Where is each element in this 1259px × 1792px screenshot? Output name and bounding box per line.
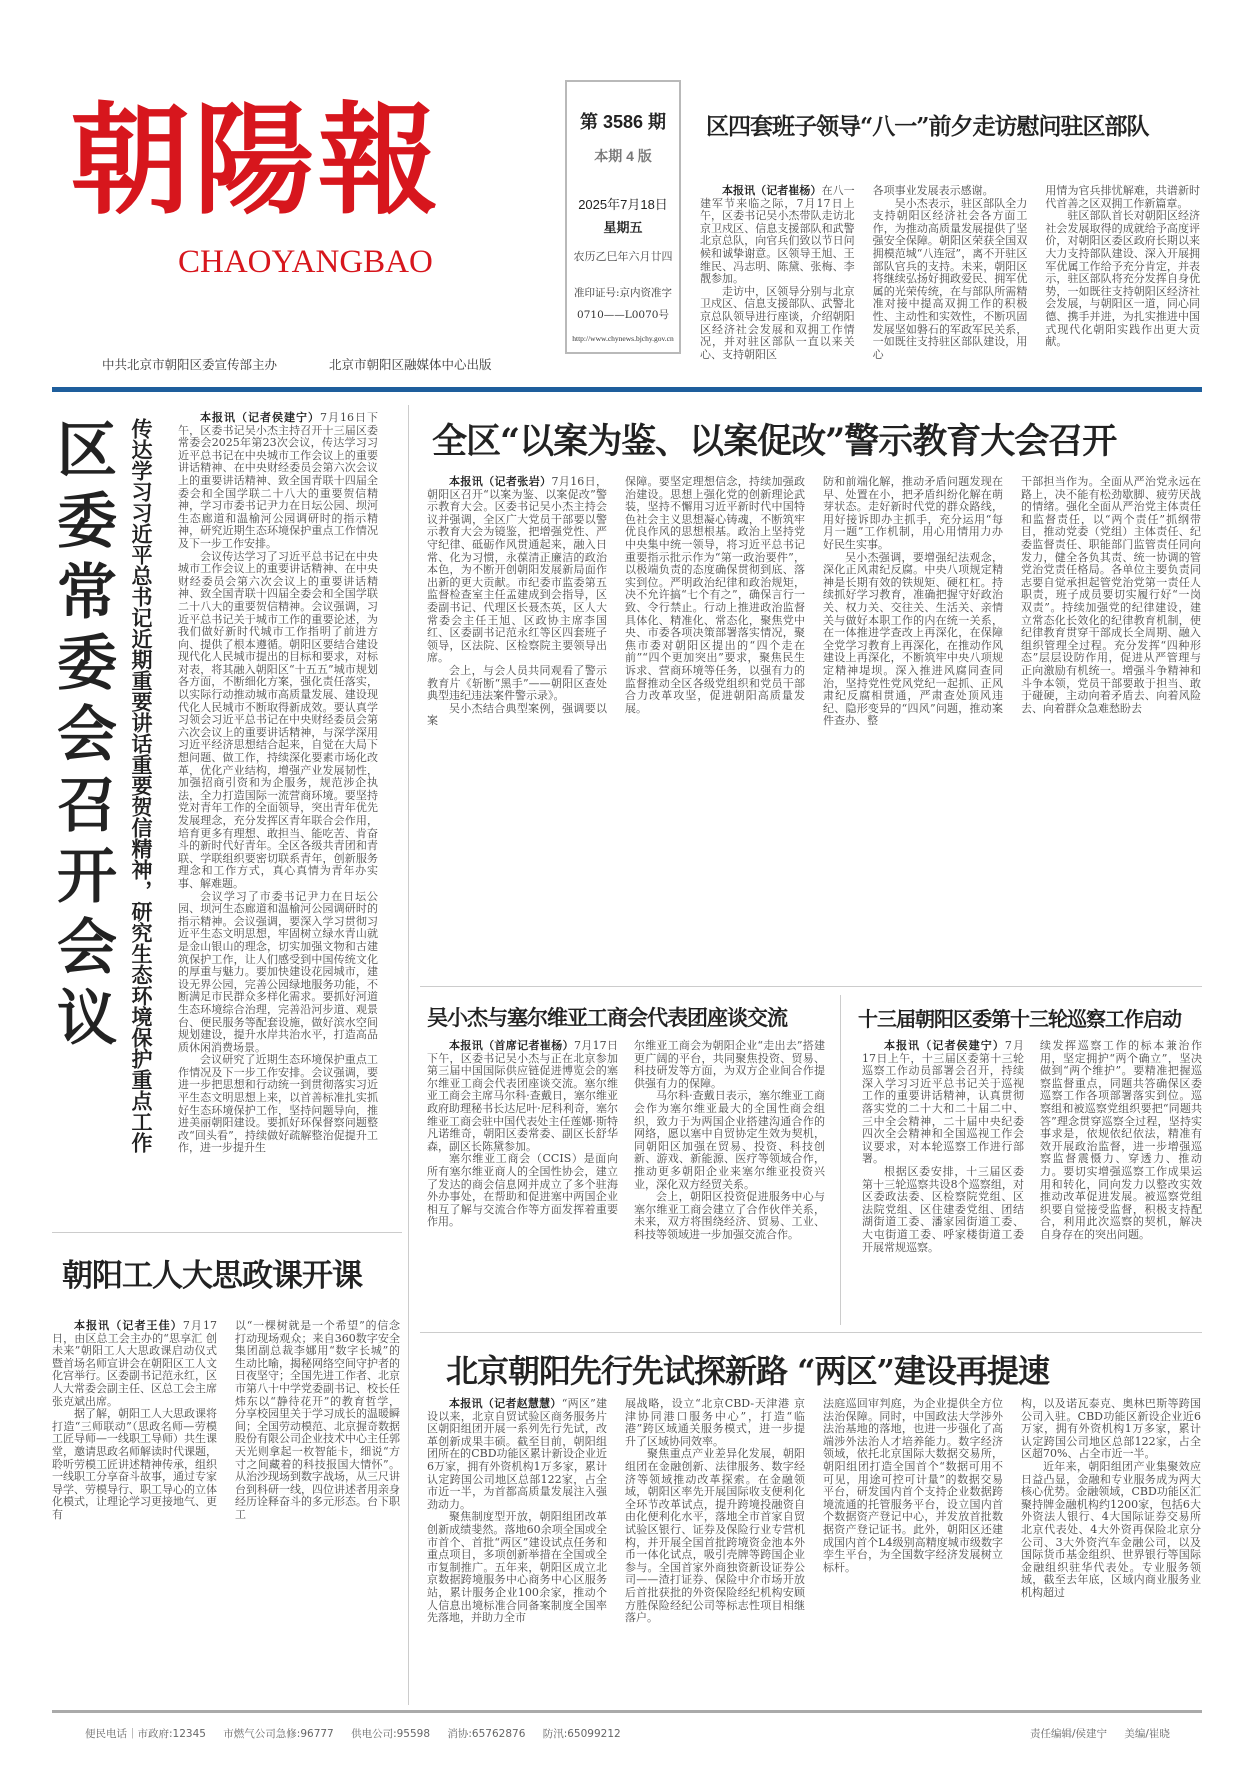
paragraph-text: 吴小杰表示，驻区部队全力支持朝阳区经济社会各方面工作，为推动高质量发展提供了坚强安全保障。朝阳区荣获全国双拥模范城“八连冠”，离不开驻区部队官兵的支持。未来，朝阳区将继续弘扬好拥政爱民、拥军优属的光荣传统，在与部队所需精准对接中提高双拥工作的积极性、主动性和实效性，不断巩固发展坚如磐石的军政军民关系，一如既往支持驻区部队建设，用心 [872, 196, 1028, 361]
section-divider [52, 1232, 402, 1233]
paragraph-text: 据了解，朝阳工人大思政课将打造“三师联动”（思政名师—劳模工匠导师—一线职工导师）共生课堂，邀请思政名师解读时代课题，聆听劳模工匠讲述精神传承，组织一线职工分享奋斗故事，通过专家导学、劳模导行、职工导心的立体化模式，让理论学习更接地气、更有 [52, 1407, 217, 1521]
paragraph [1040, 1040, 1202, 1242]
paragraph-text: 续发挥巡察工作的标本兼治作用，坚定拥护“两个确立”，坚决做到“两个维护”。要精准把握巡察监督重点，同题共答确保区委巡察工作各项部署落实到位。巡察组和被巡察党组织要把“同题共答”理念贯穿巡察全过程，坚持实事求是，依规依纪依法，精准有效开展政治监督，进一步增强巡察监督震慑力、穿透力、推动力。要切实增强巡察工作成果运用和转化，同向发力以整改实效推动改革促进发展。被巡察党组织要自觉接受监督，积极支持配合，利用此次巡察的契机，解决自身存在的突出问题。 [1040, 1039, 1202, 1241]
paragraph-text: 聚焦制度型开放，朝阳组团改革创新成绩斐然。落地60余项全国或全市首个、首批“两区”建设试点任务和重点项目，多项创新举措在全国或全市复制推广。五年来，朝阳区成立北京数据跨境服务中心商务中心区服务站，累计服务企业100余家，推动个人信息出境标准合同备案制度全国率先落地，并助力全市 [427, 1510, 607, 1625]
hotline-government: 便民电话｜市政府:12345 [85, 1728, 206, 1740]
paragraph-text: 构，以及诺瓦泰克、奥林巴斯等跨国公司入驻。CBD功能区新设企业近6万家，拥有外资机构1万多家，累计认定跨国公司地区总部122家，占全区超70%、占全市近一半。 [1021, 1397, 1201, 1461]
hotline-consumer: 消协:65762876 [447, 1728, 526, 1740]
paragraph-text: 7月17日下午，区委书记吴小杰与正在北京参加第三届中国国际供应链促进博览会的塞尔维亚工商会代表团座谈交流。塞尔维亚工商会主席马尔科·查戴日，塞尔维亚政府助理秘书长达尼叶·尼科利奇，塞尔维亚工商会驻中国代表处主任莲娜·斯特凡诺维奇，朝阳区委常委、副区长舒华森，副区长陈黛参加。 [427, 1039, 619, 1153]
text-column [625, 1398, 805, 1705]
paragraph [1021, 1461, 1201, 1600]
paragraph-text: 保障。要坚定理想信念，持续加强政治建设。思想上强化党的创新理论武装，坚持不懈用习近平新时代中国特色社会主义思想凝心铸魂，不断筑牢优良作风的思想根基。政治上坚持党中央集中统一领导，将习近平总书记重要指示批示作为“第一政治要件”，以极端负责的态度确保贯彻到底、落实到位。严明政治纪律和政治规矩，决不允许搞“七个有之”，确保言行一致、令行禁止。行动上推进政治监督具体化、精准化、常态化，聚焦党中央、市委各项决策部署落实情况，聚焦市委对朝阳区提出的“四个走在前”“四个更加突出”要求，聚焦民生诉求、营商环境等任务，以强有力的监督推动全区各级党组织和党员干部合力改革攻坚，促进朝阳高质量发展。 [625, 475, 805, 715]
article-workers-class [52, 1320, 400, 1705]
paragraph-text: 7月16日，朝阳区召开“以案为鉴、以案促改”警示教育大会。区委书记吴小杰主持会议并强调，全区广大党员干部要以警示教育大会为镜鉴，把增强党性、严守纪律、砥砺作风贯通起来，融入日常、化为习惯，永葆清正廉洁的政治本色，为不断开创朝阳发展新局面作出新的更大贡献。市纪委市监委第五监督检查室主任孟建成到会指导，区委副书记、代理区长聂杰英，区人大常委会主任王旭、区政协主席李国红、区委副书记范永红等区四套班子领导，区法院、区检察院主要领导出席。 [427, 475, 608, 665]
text-column [862, 1040, 1024, 1322]
paragraph-text: 尔维亚工商会为朝阳企业“走出去”搭建更广阔的平台，共同聚焦投资、贸易、科技研发等方面，为双方企业间合作提供强有力的保障。 [634, 1039, 825, 1090]
paragraph [700, 286, 855, 362]
paragraph-text: 法庭巡回审判庭，为企业提供全方位法治保障。同时，中国政法大学涉外法治基地的落地，也进一步强化了高端涉外法治人才培养能力。数字经济领域，依托北京国际大数据交易所，朝阳组团打造全国首个“数据可用不可见，用途可控可计量”的数据交易平台，研发国内首个支持企业数据跨境流通的托管服务平台，设立国内首个数据资产登记中心，并发放首批数据资产登记证书。此外，朝阳区还建成国内首个L4级别高精度城市级数字孪生平台，为全国数字经济发展树立标杆。 [823, 1397, 1003, 1574]
paragraph [700, 185, 855, 286]
sponsor-line: 中共北京市朝阳区委宣传部主办 [102, 357, 278, 372]
hotline-list [85, 1726, 635, 1741]
text-column [427, 476, 607, 976]
paragraph-text: 会议传达学习了习近平总书记在中央城市工作会议上的重要讲话精神、在中央财经委员会第六次会议上的重要讲话精神、致全国青联十四届全委会和全国学联二十八大的重要贺信精神。会议强调，习近平总书记关于城市工作的重要论述，为我们做好新时代城市工作指明了前进方向、提供了根本遵循。朝阳区要结合建设现代化人民城市提出的目标和要求，对标对表，将其融入朝阳区“十五五”城市规划各方面，不断细化方案，强化责任落实，以实际行动推动城市高质量发展、建设现代化人民城市不断取得新成效。要认真学习领会习近平总书记在中央财经委员会第六次会议上的重要讲话精神，与深学深用习近平经济思想结合起来，自觉在大局下想问题、做工作，持续深化要素市场化改革，优化产业结构，增强产业发展韧性，加强招商引资和为企服务，规范涉企执法，全力打造国际一流营商环境。要坚持党对青年工作的全面领导，突出青年优先发展理念，充分发挥区青年联合会作用，培育更多有理想、敢担当、能吃苦、肯奋斗的新时代好青年。全区各级共青团和青联、学联组织要密切联系青年，创新服务理念和工作方式，真心真情为青年办实事、解难题。 [178, 549, 378, 890]
article-serbia-meeting [427, 1040, 825, 1322]
paragraph [625, 1398, 805, 1448]
paragraph [178, 891, 378, 1055]
paragraph [634, 1090, 825, 1191]
headline-army-visit: 区四套班子领导“八一”前夕走访慰问驻区部队 [706, 113, 1149, 140]
masthead-logo: 朝陽報 [70, 90, 442, 231]
paragraph [1021, 476, 1201, 715]
paragraph [427, 1511, 607, 1624]
paragraph-text: 在八一建军节来临之际，7月17日上午，区委书记吴小杰带队走访北京卫戍区、信息支援部队和武警北京总队，向官兵们致以节日问候和诚挚谢意。区领导王旭、王维民、冯志明、陈黛、张梅、李靓参加。 [700, 184, 855, 286]
dateline: 本报讯（记者崔杨） [722, 184, 822, 197]
permit-line-1: 准印证号:京内资准字 [573, 287, 673, 299]
hotline-gas: 市燃气公司急修:96777 [223, 1728, 334, 1740]
paragraph [862, 1040, 1024, 1166]
dateline: 本报讯（记者赵慧慧） [449, 1397, 562, 1410]
section-divider [420, 1332, 1202, 1333]
paragraph [427, 1040, 618, 1153]
paragraph [52, 1408, 217, 1521]
text-column [427, 1398, 607, 1705]
text-column [823, 476, 1003, 976]
paragraph-text: 干部担当作为。全面从严治党永远在路上，决不能有松劲歇脚、疲劳厌战的情绪。强化全面从严治党主体责任和监督责任，以“两个责任”抓纲带目，推动党委（党组）主体责任、纪委监督责任、职能部门监管责任同向发力，健全各负其责、统一协调的管党治党责任格局。各单位主要负责同志要自觉承担起管党治党第一责任人职责，班子成员要切实履行好“一岗双责”。持续加强党的纪律建设，建立常态化长效化的纪律教育机制，使纪律教育贯穿干部成长全周期、融入组织管理全过程。充分发挥“四种形态”层层设防作用，促进从严管理与正向激励有机统一。增强斗争精神和斗争本领，党员干部要敢于担当、敢于碰硬，主动向着矛盾去、向着风险去、向着群众急难愁盼去 [1021, 475, 1201, 715]
paragraph [634, 1040, 825, 1090]
dateline: 本报讯（记者张岩） [449, 475, 552, 488]
text-column [1021, 1398, 1201, 1705]
masthead-divider [52, 387, 1202, 392]
editor-credit: 责任编辑/侯建宁 [1030, 1728, 1108, 1740]
section-divider [420, 986, 1202, 987]
paragraph [625, 1448, 805, 1624]
article-inspection-launch [862, 1040, 1202, 1322]
paragraph-text: 近年来，朝阳组团产业集聚效应日益凸显，金融和专业服务成为两大核心优势。金融领域，CBD功能区汇聚持牌金融机构约1200家，包括6大外资法人银行、4大国际证券交易所北京代表处、4大外资再保险北京分公司、3大外资汽车金融公司，以及国际货币基金组织、世界银行等国际金融组织驻华代表处。专业服务领域，截至去年底，区域内商业服务业机构超过 [1021, 1459, 1201, 1599]
text-column [872, 184, 1028, 361]
paragraph [427, 1398, 607, 1511]
text-column [235, 1320, 400, 1705]
issue-info-box [565, 80, 681, 354]
text-column [634, 1040, 825, 1322]
column-divider [408, 405, 409, 1705]
paragraph-text: 马尔科·查戴日表示，塞尔维亚工商会作为塞尔维亚最大的全国性商会组织，致力于为两国企业搭建沟通合作的网络，愿以塞中自贸协定生效为契机，同朝阳区加强在贸易、投资、科技创新、游戏、新能源、医疗等领域合作，推动更多朝阳企业来塞尔维亚投资兴业，深化双方经贸关系。 [634, 1089, 825, 1191]
subhead-committee-meeting: 传达学习习近平总书记近期重要讲话重要贺信精神，研究生态环境保护重点工作 [129, 418, 153, 1153]
dateline: 本报讯（记者侯建宁） [200, 411, 320, 424]
paragraph [873, 198, 1028, 362]
dateline: 本报讯（首席记者崔杨） [449, 1039, 574, 1052]
paragraph [178, 551, 378, 891]
article-army-visit [700, 184, 1201, 361]
headline-workers-class: 朝阳工人大思政课开课 [62, 1258, 362, 1294]
paragraph [427, 665, 607, 703]
headline-inspection-launch: 十三届朝阳区委第十三轮巡察工作启动 [858, 1007, 1181, 1031]
paragraph-text: 吴小杰结合典型案例，强调要以案 [427, 701, 607, 728]
paragraph [235, 1320, 400, 1522]
paragraph [634, 1191, 825, 1241]
paragraph-text: 会议学习了市委书记尹力在日坛公园、坝河生态廊道和温榆河公园调研时的指示精神。会议强调，要深入学习贯彻习近平生态文明思想，牢固树立绿水青山就是金山银山的理念，切实加强文物和古建筑保护工作，让人们感受到中国传统文化的厚重与魅力。要加快建设花园城市，建设无界公园，完善公园绿地服务功能，不断满足市民群众多样化需求。要抓好河道生态环境综合治理，完善沿河步道、观景台、便民服务等配套设施，做好滨水空间规划建设，提升水岸共治水平，打造高品质休闲消费场景。 [178, 889, 378, 1054]
paragraph [52, 1320, 217, 1408]
paragraph-text: 吴小杰强调，要增强纪法观念，深化正风肃纪反腐。中央八项规定精神是长期有效的铁规矩、硬杠杠。持续抓好学习教育，准确把握守好政治关、权力关、交往关、生活关、亲情关与做好本职工作的内在统一关系，在一体推进学查改上再深化，在保障全党学习教育上再深化，在推动作风建设上再深化，不断筑牢中央八项规定精神堤坝。深入推进风腐同查同治，坚持党性党风党纪一起抓、正风肃纪反腐相贯通，严肃查处顶风违纪、隐形变异的“四风”问题，推动案件查办、整 [823, 550, 1003, 728]
permit-number [567, 282, 679, 326]
dateline: 本报讯（记者侯建宁） [884, 1039, 1005, 1052]
text-column [625, 476, 805, 976]
headline-warning-education: 全区“以案为鉴、以案促改”警示教育大会召开 [432, 421, 1117, 462]
hotline-flood: 防汛:65099212 [542, 1728, 621, 1740]
paragraph-text: 各项事业发展表示感谢。 [872, 184, 994, 197]
text-column [178, 411, 378, 1155]
paragraph [625, 476, 805, 715]
paragraph [178, 1054, 378, 1155]
masthead-romanized: CHAOYANGBAO [178, 244, 433, 280]
paragraph [1045, 210, 1200, 349]
paragraph [823, 476, 1003, 552]
footer-divider [52, 1710, 1202, 1713]
lunar-date: 农历乙巳年六月廿四 [573, 250, 673, 263]
permit-line-2: 0710——L0070号 [577, 309, 669, 321]
paragraph [427, 1153, 618, 1229]
paragraph-text: 以“一棵树就是一个希望”的信念打动现场观众；来自360数字安全集团副总裁李娜用“数字长城”的生动比喻，揭秘网络空间守护者的日夜坚守；全国先进工作者、北京市第八十中学党委副书记、校长任炜东以“静待花开”的教育哲学，分享校园里关于学习成长的温暖瞬间；全国劳动模范、北京握奇数据股份有限公司企业技术中心主任郭天光则拿起一枚智能卡，细说“方寸之间藏着的科技报国大情怀”。从治沙现场到数字战场，从三尺讲台到科研一线，四位讲述者用亲身经历诠释奋斗的多元形态。台下职工 [235, 1319, 400, 1521]
article-two-zones [427, 1398, 1202, 1705]
text-column [823, 1398, 1003, 1705]
paragraph-text: 7月16日下午，区委书记吴小杰主持召开十三届区委常委会2025年第23次会议，传达学习习近平总书记在中央城市工作会议上的重要讲话精神、在中央财经委员会第六次会议上的重要讲话精神、致全国青联十四届全委会和全国学联二十八大的重要贺信精神，学习市委书记尹力在日坛公园、坝河生态廊道和温榆河公园调研时的指示精神，研究近期生态环境保护重点工作情况及下一步工作安排。 [178, 411, 378, 550]
issue-weekday: 星期五 [603, 220, 643, 235]
paragraph [823, 552, 1003, 728]
headline-committee-meeting: 区委常委会召开会议 [47, 418, 117, 1057]
paragraph-text: 聚焦重点产业差异化发展，朝阳组团在金融创新、法律服务、数字经济等领域推动改革探索。在金融领域，朝阳区率先开展国际收支便利化全环节改革试点，提升跨境投融资自由化便利化水平，落地全市首家自贸试验区银行、证券及保险行业专营机构，并开展全国首批跨境资金池本外币一体化试点，吸引壳牌等跨国企业参与。全国首家外商独资新设证券公司——渣打证券、保险中介市场开放后首批获批的外资保险经纪机构安顾方胜保险经纪公司等标志性项目相继落户。 [625, 1447, 805, 1625]
paragraph-text: 驻区部队首长对朝阳区经济社会发展取得的成就给予高度评价，对朝阳区委区政府长期以来大力支持部队建设、深入开展拥军优属工作给予充分肯定，并表示，驻区部队将充分发挥自身优势，一如既往支持朝阳区经济社会发展，与朝阳区一道，同心同德、携手并进，为扎实推进中国式现代化朝阳实践作出更大贡献。 [1045, 209, 1201, 349]
paragraph-text: 用情为官兵排忧解难，共谱新时代首善之区双拥工作新篇章。 [1045, 184, 1201, 210]
paragraph [862, 1166, 1024, 1254]
text-column [1021, 476, 1201, 976]
paragraph [1021, 1398, 1201, 1461]
headline-two-zones: 北京朝阳先行先试探新路 “两区”建设再提速 [446, 1352, 1049, 1390]
paragraph-text: 根据区委安排，十三届区委第十三轮巡察共设8个巡察组，对区委政法委、区检察院党组、区法院党组、区住建委党组、团结湖街道工委、潘家园街道工委、大屯街道工委、呼家楼街道工委开展常规巡察。 [862, 1164, 1024, 1254]
headline-serbia-meeting: 吴小杰与塞尔维亚工商会代表团座谈交流 [427, 1005, 787, 1030]
paragraph-text: 会上，朝阳区投资促进服务中心与塞尔维亚工商会建立了合作伙伴关系，未来，双方将围绕经济、贸易、工业、科技等领域进一步加强交流合作。 [634, 1190, 825, 1241]
paragraph-text: 塞尔维亚工商会（CCIS）是面向所有塞尔维亚商人的全国性协会，建立了发达的商会信息网并成立了多个驻海外办事处，在帮助和促进塞中两国企业相互了解与交流合作等方面发挥着重要作用。 [427, 1152, 618, 1229]
paragraph-text: 展战略，设立“北京CBD-天津港 京津协同港口服务中心”，打造“临港”跨区域通关服务模式，进一步提升了区域协同效率。 [625, 1397, 805, 1448]
text-column [700, 184, 855, 361]
issue-number: 第 3586 期 [579, 112, 667, 132]
paragraph-text: 防和前端化解，推动矛盾问题发现在早、处置在小，把矛盾纠纷化解在萌芽状态。走好新时代党的群众路线，用好接诉即办主抓手，充分运用“每月一题”工作机制，用心用情用力办好民生实事。 [823, 475, 1003, 551]
article-warning-education [427, 476, 1202, 976]
issue-date: 2025年7月18日 [578, 197, 668, 212]
paragraph [823, 1398, 1003, 1574]
column-divider [840, 995, 841, 1325]
article-committee-meeting [178, 411, 378, 1155]
paragraph [178, 412, 378, 551]
paragraph-text: 走访中，区领导分别与北京卫戍区、信息支援部队、武警北京总队领导进行座谈，介绍朝阳区经济社会发展和双拥工作情况，并对驻区部队一直以来关心、支持朝阳区 [700, 284, 855, 361]
publisher-line: 北京市朝阳区融媒体中心出版 [329, 357, 492, 372]
edition-count: 本期 4 版 [594, 148, 652, 164]
website-url[interactable]: http://www.chynews.bjchy.gov.cn [572, 334, 674, 343]
text-column [1040, 1040, 1202, 1322]
designer-credit: 美编/崔晓 [1124, 1728, 1170, 1740]
text-column [427, 1040, 618, 1322]
credits [1030, 1726, 1184, 1741]
paragraph-text: 7月17日上午，十三届区委第十三轮巡察工作动员部署会召开，持续深入学习习近平总书记关于巡视工作的重要讲话精神，认真贯彻落实党的二十大和二十届二中、三中全会精神，二十届中央纪委四次全会精神和全国巡视工作会议要求，对本轮巡察工作进行部署。 [862, 1039, 1025, 1166]
paragraph [1045, 185, 1200, 210]
paragraph-text: 会上，与会人员共同观看了警示教育片《斩断“黑手”——朝阳区查处典型违纪违法案件警示录》。 [427, 663, 607, 703]
text-column [52, 1320, 217, 1705]
dateline: 本报讯（记者王佳） [74, 1319, 183, 1332]
paragraph-text: “两区”建设以来，北京自贸试验区商务服务片区朝阳组团开展一系列先行先试，改革创新成果丰硕。截至目前，朝阳组团所在的CBD功能区累计新设企业近6万家，拥有外资机构1万多家，累计认定跨国公司地区总部122家，占全市近一半，为首都高质量发展注入强劲动力。 [427, 1397, 608, 1511]
text-column [1045, 184, 1201, 349]
hotline-power: 供电公司:95598 [351, 1728, 431, 1740]
paragraph-text: 会议研究了近期生态环境保护重点工作情况及下一步工作安排。会议强调，要进一步把思想和行动统一到贯彻落实习近平生态文明思想上来，以首善标准扎实抓好生态环境保护工作，坚持问题导向，推进美丽朝阳建设。要抓好环保督察问题整改“回头看”，持续做好疏解整治促提升工作，进一步提升生 [178, 1053, 378, 1155]
paragraph-text: 7月17日，由区总工会主办的“思享汇 创未来”朝阳工人大思政课启动仪式暨首场名师宣讲会在朝阳区工人文化宫举行。区委副书记范永红，区人大常委会副主任、区总工会主席张克斌出席。 [52, 1319, 218, 1408]
paragraph [427, 703, 607, 728]
paragraph [427, 476, 607, 665]
